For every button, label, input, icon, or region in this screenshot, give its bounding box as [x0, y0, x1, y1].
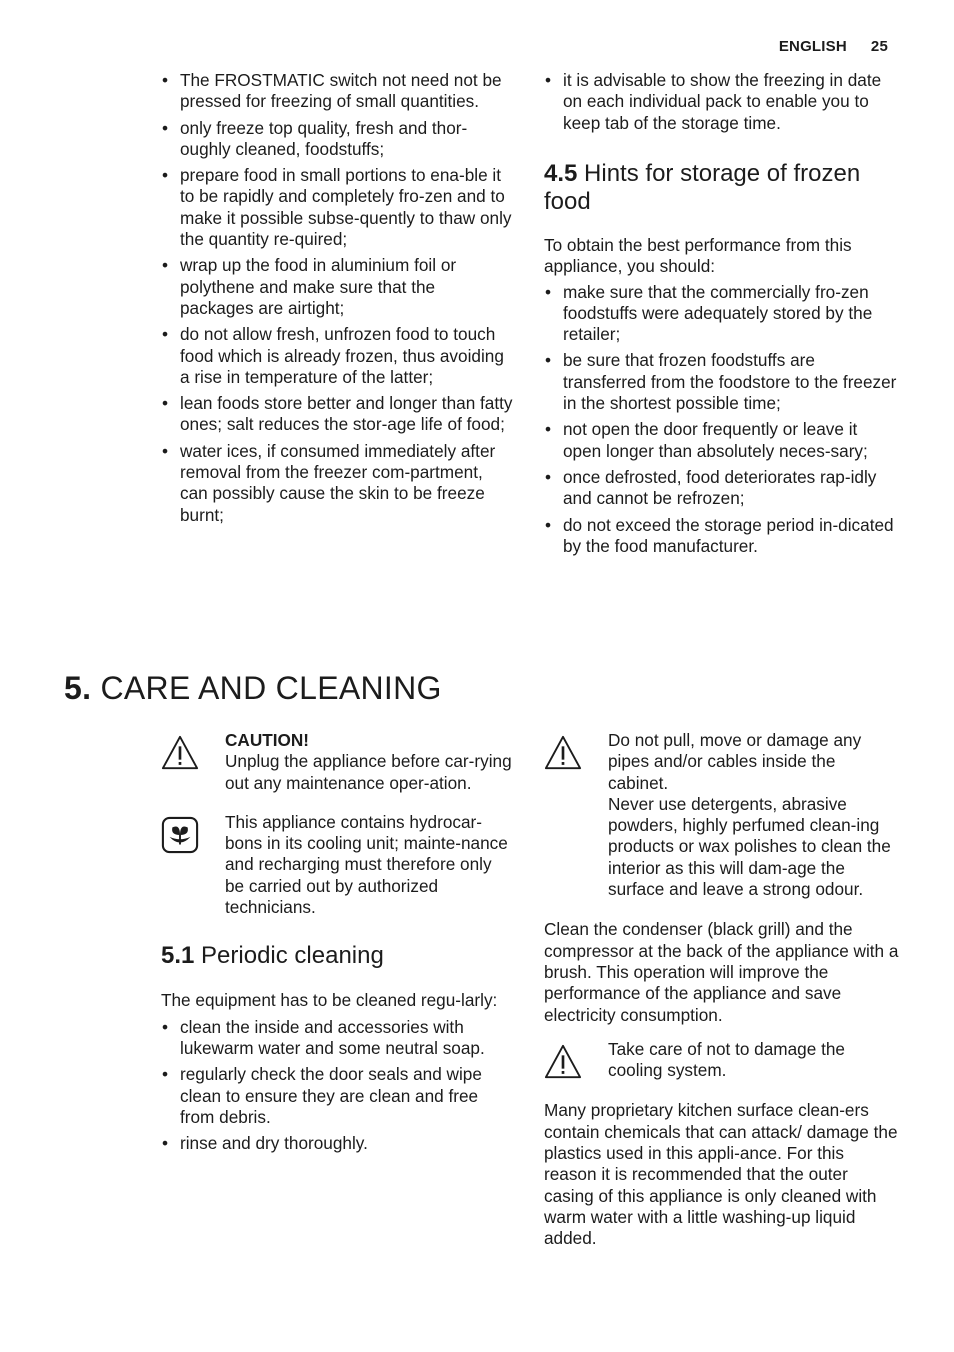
chapter-heading [64, 670, 442, 707]
caution-title: CAUTION! [225, 730, 310, 750]
warning-text: Take care of not to damage the cooling system. [608, 1038, 845, 1081]
warning-triangle-icon [544, 734, 582, 772]
caution-text: Unplug the appliance before car-rying out any maintenance oper-ation. [225, 751, 512, 793]
list-item: • prepare food in small portions to ena-ble it to be rapidly and completely fro-zen and to make it possible subse-quently to thaw only the quantity re-quired; [161, 165, 513, 250]
list-item: • make sure that the commercially fro-zen foodstuffs were adequately stored by the retailer; [544, 282, 900, 346]
warning-notice-cooling [544, 1039, 900, 1082]
list-item: • only freeze top quality, fresh and thor-oughly cleaned, foodstuffs; [161, 118, 513, 161]
page-number: 25 [870, 38, 888, 55]
top-right-column [544, 70, 900, 139]
environment-leaf-icon [161, 816, 199, 854]
section-title: Hints for storage of frozen food [544, 160, 861, 215]
list-item: • do not allow fresh, unfrozen food to touch food which is already frozen, thus avoiding a rise in temperature of the latter; [161, 324, 513, 388]
list-item: • clean the inside and accessories with lukewarm water and some neutral soap. [161, 1017, 513, 1060]
warning-triangle-icon [544, 1043, 582, 1081]
section-intro: To obtain the best performance from this appliance, you should: [544, 235, 852, 277]
section-number: 4.5 [544, 160, 578, 187]
warning-text: Never use detergents, abrasive powders, highly perfumed clean-ing products or wax polishes to clean the interior as this will dam-age the surface and leave a strong odour. [608, 793, 891, 900]
list-item: • it is advisable to show the freezing in date on each individual pack to enable you to keep tab of the storage time. [544, 70, 900, 134]
list-item: • rinse and dry thoroughly. [161, 1133, 513, 1154]
care-left-column [161, 730, 513, 1159]
warning-triangle-icon [161, 734, 199, 772]
warning-notice-pipes [544, 730, 900, 900]
freezing-tips-list [161, 70, 513, 531]
environment-text: This appliance contains hydrocar-bons in its cooling unit; mainte-nance and recharging must therefore only be carried out by authorized technicians. [225, 811, 508, 918]
list-item: • do not exceed the storage period in-dicated by the food manufacturer. [544, 515, 900, 558]
section-title: Periodic cleaning [201, 942, 384, 970]
section-intro: The equipment has to be cleaned regu-larly: [161, 990, 498, 1011]
list-item: • water ices, if consumed immediately after removal from the freezer com-partment, can possibly cause the skin to be freeze burnt; [161, 441, 513, 526]
section-4-5 [544, 160, 900, 562]
warning-text: Do not pull, move or damage any pipes and/or cables inside the cabinet. [608, 730, 862, 793]
chapter-title: CARE AND CLEANING [100, 670, 442, 706]
section-number: 5.1 [161, 942, 195, 970]
caution-notice [161, 730, 513, 794]
list-item: • not open the door frequently or leave it open longer than absolutely neces-sary; [544, 419, 900, 462]
list-item: • regularly check the door seals and wipe clean to ensure they are clean and free from debris. [161, 1064, 513, 1128]
chapter-number: 5. [64, 670, 92, 706]
list-item: • lean foods store better and longer than fatty ones; salt reduces the stor-age life of food; [161, 393, 513, 436]
list-item: • once defrosted, food deteriorates rap-idly and cannot be refrozen; [544, 467, 900, 510]
list-item: • wrap up the food in aluminium foil or polythene and make sure that the packages are airtight; [161, 255, 513, 319]
header-language: ENGLISH [778, 38, 847, 55]
list-item: • The FROSTMATIC switch not need not be pressed for freezing of small quantities. [161, 70, 513, 113]
section-heading [544, 160, 900, 216]
cleaning-paragraph: Many proprietary kitchen surface clean-ers contain chemicals that can attack/ damage the plastics used in this appli-ance. For this reason it is recommended that the outer casing of this appliance is only cleaned with warm water with a little washing-up liquid added. [544, 1100, 898, 1249]
condenser-paragraph: Clean the condenser (black grill) and the compressor at the back of the appliance with a brush. This operation will improve the performance of the appliance and save electricity consumption. [544, 919, 899, 1025]
list-item: • be sure that frozen foodstuffs are transferred from the foodstore to the freezer in the shortest possible time; [544, 350, 900, 414]
section-heading [161, 942, 513, 970]
environment-notice [161, 812, 513, 918]
care-right-column [544, 730, 900, 1250]
page-header [779, 38, 888, 55]
